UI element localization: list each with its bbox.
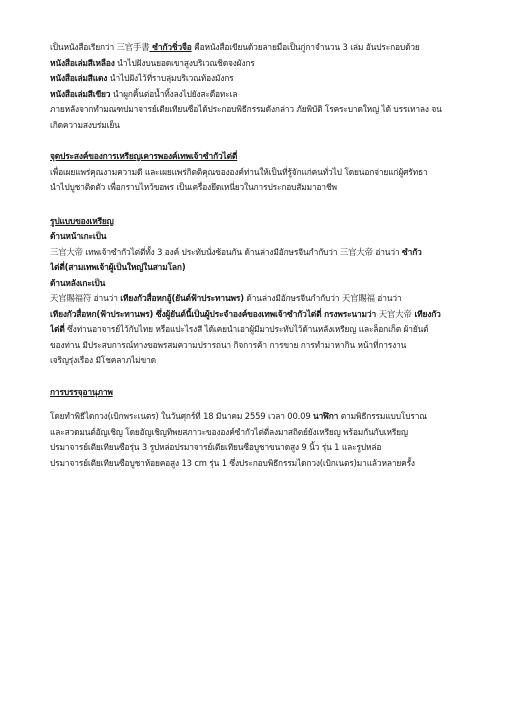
back-line-1: 天官賜福符 อ่านว่า เทียงกัวสื่อหกอู้(ยันต์ฟ้าประทานพร) ด้านล่างมีอักษรจีนกำกับว่า 天官賜福 อ่านว่า (50, 293, 402, 303)
chinese-text: 三官手書 (116, 42, 150, 52)
intro-line-1: เป็นหนังสือเรียกว่า 三官手書 ซำกัวชิ่วจือ คือหนังสือเขียนด้วยลายมือเป็นกู่กาจำนวน 3 เล่ม อันประกอบด้วย (50, 42, 420, 52)
front-line-1: 三官大帝 เทพเจ้าซำกัวไต่ตี่ทั้ง 3 องค์ ประทับนั่งซ้อนกัน ด้านล่างมีอักษรจีนกำกับว่า 三官大帝 อ่านว่า ซำกัว (50, 246, 422, 257)
back-line-5: เจริญรุ่งเรือง มีโชคลาภไม่ขาด (50, 355, 156, 365)
purpose-heading: จุดประสงค์ของการเหรียญเคารพองค์เทพเจ้าซำกัวไต่ตี่ (50, 151, 238, 161)
spacer (50, 196, 482, 214)
front-line-2: ไต่ตี่(สามเทพเจ้าผู้เป็นใหญ่ในสามโลก) (50, 262, 186, 272)
intro-line-5: ภายหลังจากทำมณฑปมาจารย์เตียเทียนซือได้ประกอบพิธีกรรมดังกล่าว ภัยพิบัติ โรคระบาดใหญ่ ได้ บรรเทาลง จน (50, 104, 442, 114)
ritual-line-2: และสวดมนต์อัญเชิญ โดยอัญเชิญทิพยสภาวะขององค์ซำกัวไต่ตี่ลงมาสถิตย์ยังเหรียญ พร้อมกันกับเหรียญ (50, 426, 408, 437)
spacer (50, 133, 482, 149)
book-title: ซำกัวชิ่วจือ (149, 42, 192, 52)
ritual-heading: การบรรจุอานุภาพ (50, 386, 113, 397)
intro-line-6: เกิดความสงบร่มเย็น (50, 119, 120, 130)
design-heading: รูปแบบของเหรียญ (50, 215, 114, 226)
front-label: ด้านหน้าเกะเป็น (50, 231, 107, 241)
ritual-line-3: ปรมาจารย์เตียเทียนซือรุ่น 3 รูปหล่อปรมาจารย์เตียเทียนซือบูชาขนาดสูง 9 นิ้ว รุ่น 1 และรูปหล่อ (50, 442, 382, 452)
purpose-line-2: นำไปบูชาติดตัว เพื่อกราบไหว้ขอพร เป็นเครื่องยึดเหนี่ยวในการประกอบสัมมาอาชีพ (50, 182, 337, 192)
intro-line-3: หนังสือเล่มสีแดง นำไปฝังไว้ที่ราบลุ่มบริเวณท้องมังกร (50, 73, 234, 83)
back-line-3: ไต่ตี่ ซึ่งท่านอาจารย์ไว้กับไทย หรือแปะไรงสี ได้เคยนำเอาผู้มีมาประทับไว้ด้านหลังเหรียญ และล็อกเก็ต ผ้ายันต์ (50, 324, 429, 334)
back-label: ด้านหลังเกะเป็น (50, 277, 106, 288)
intro-line-2: หนังสือเล่มสีเหลือง นำไปฝังบนยอดเขาสูงบริเวณชิดจงผังกร (50, 57, 255, 68)
back-line-4: ของท่าน มีประสบการณ์ทางขอพรสมความปรารถนา กิจการค้า การขาย การทำมาหากิน หน้าที่การงาน (50, 339, 407, 350)
intro-line-4: หนังสือเล่มสีเขียว นำผูกคิ้นต่อน้ำทิ้งลงไปยังสะดือทะเล (50, 88, 238, 99)
back-line-2: เทียงกัวสื่อหก(ฟ้าประทานพร) ซึ่งผู้ยันต์นี้เป็นผู้ประจำองค์ของเทพเจ้าซำกัวไต่ตี่ กรงพระนามว่า 天官大帝 เทียงกัว (50, 308, 441, 319)
purpose-line-1: เพื่อเผยแพร่คุณงามความดี และเผยแพร่กิตติคุณขององค์ท่านให้เป็นที่รู้จักแก่คนทั่วไป โดยนอกจ่ายแก่ผู้ศรัทธา (50, 166, 428, 177)
ritual-line-4: ปรมาจารย์เตียเทียนซือบูชาห้อยคอสูง 13 cm รุ่น 1 ซึ่งประกอบพิธีกรรมไดกวง(เบิกเนตร)มาแล้วหลายครั้ง (50, 457, 415, 468)
ritual-line-1: โดยทำพิธีไดกวง(เบิกพระเนตร) ในวันศุกร์ที่ 18 มีนาคม 2559 เวลา 00.09 นาฬิกา ตามพิธีกรรมแบบโบราณ (50, 411, 427, 421)
spacer (50, 369, 482, 385)
spacer (50, 400, 482, 409)
